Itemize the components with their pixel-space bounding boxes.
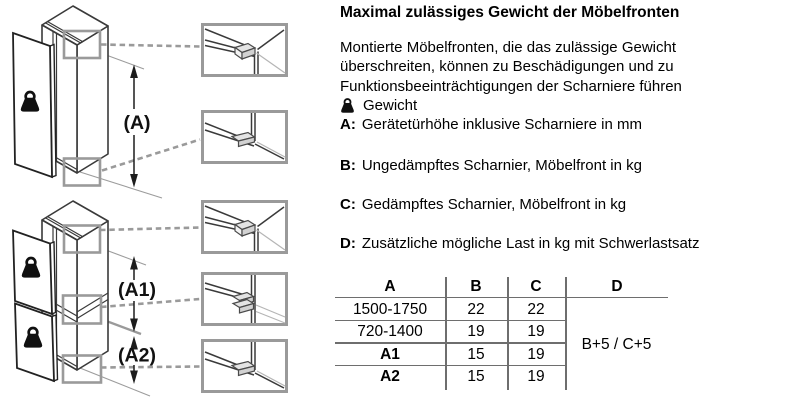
- page-title: Maximal zulässiges Gewicht der Möbelfronten: [340, 4, 680, 21]
- appliance-diagram-svg: [0, 0, 335, 400]
- legend-key: A:: [340, 116, 356, 133]
- hinge-detail-box-top: [203, 25, 287, 76]
- intro-line: Funktionsbeeinträchtigungen der Scharniere führen: [340, 77, 682, 95]
- two-door-appliance: [13, 201, 287, 396]
- furniture-front-door-upper: [13, 231, 56, 315]
- arrow-up-icon: [130, 256, 138, 270]
- legend-weight: [340, 97, 417, 114]
- table-cell: 19: [467, 323, 485, 340]
- table-cell: 1500-1750: [352, 300, 428, 318]
- arrow-down-icon: [130, 371, 138, 385]
- legend-text: Gerätetürhöhe inklusive Scharniere in mm: [361, 116, 642, 133]
- hinge-detail-box-bottom: [203, 112, 287, 163]
- dimension-a1-label: (A1): [118, 279, 156, 301]
- weight-table: [335, 277, 668, 395]
- legend-item-a: [340, 116, 642, 133]
- table-header-a: A: [384, 278, 396, 295]
- legend-item-b: [340, 157, 642, 174]
- dimension-a1: [118, 256, 156, 332]
- hinge-detail-box-middle: [203, 274, 287, 325]
- table-cell: 15: [467, 345, 485, 363]
- table-header-b: B: [470, 278, 482, 295]
- table-cell: 22: [467, 300, 485, 318]
- intro-paragraph: [340, 38, 682, 96]
- dimension-a-label: (A): [123, 112, 151, 134]
- legend-key: C:: [340, 196, 356, 213]
- table-cell: 19: [527, 345, 545, 363]
- legend-key: D:: [340, 235, 356, 252]
- legend-item-d: [340, 235, 699, 252]
- kettlebell-weight-icon: [340, 97, 355, 114]
- table-cell-d-merged: B+5 / C+5: [581, 335, 652, 353]
- intro-line: Montierte Möbelfronten, die das zulässige Gewicht: [340, 39, 677, 56]
- legend-text: Gedämpftes Scharnier, Möbelfront in kg: [361, 196, 627, 213]
- single-door-appliance: [13, 6, 287, 198]
- legend-text: Ungedämpftes Scharnier, Möbelfront in kg: [361, 156, 642, 174]
- table-cell: 19: [527, 368, 545, 385]
- legend-item-c: [340, 196, 626, 213]
- table-cell: 19: [527, 323, 545, 340]
- intro-line: überschreiten, können zu Beschädigungen und zu: [340, 58, 674, 76]
- table-cell: 15: [467, 368, 485, 385]
- table-cell: 22: [527, 300, 545, 318]
- legend-key: B:: [340, 156, 356, 174]
- table-header-c: C: [530, 278, 542, 295]
- hinge-detail-box-bottom: [203, 341, 287, 392]
- dimension-a2-label: (A2): [118, 344, 156, 367]
- table-cell: A1: [380, 345, 400, 363]
- furniture-front-door: [13, 33, 56, 177]
- zoom-leader-lines: [101, 45, 200, 171]
- dimension-a2: [118, 336, 156, 384]
- table-cell: 720-1400: [357, 323, 423, 340]
- legend-text: Zusätzliche mögliche Last in kg mit Schwerlastsatz: [361, 235, 700, 252]
- table-cell: A2: [380, 368, 400, 385]
- arrow-down-icon: [130, 174, 138, 188]
- legend-weight-label: Gewicht: [363, 97, 418, 114]
- hinge-detail-box-top: [203, 202, 287, 253]
- dimension-a: [123, 65, 150, 188]
- table-header-d: D: [611, 278, 623, 295]
